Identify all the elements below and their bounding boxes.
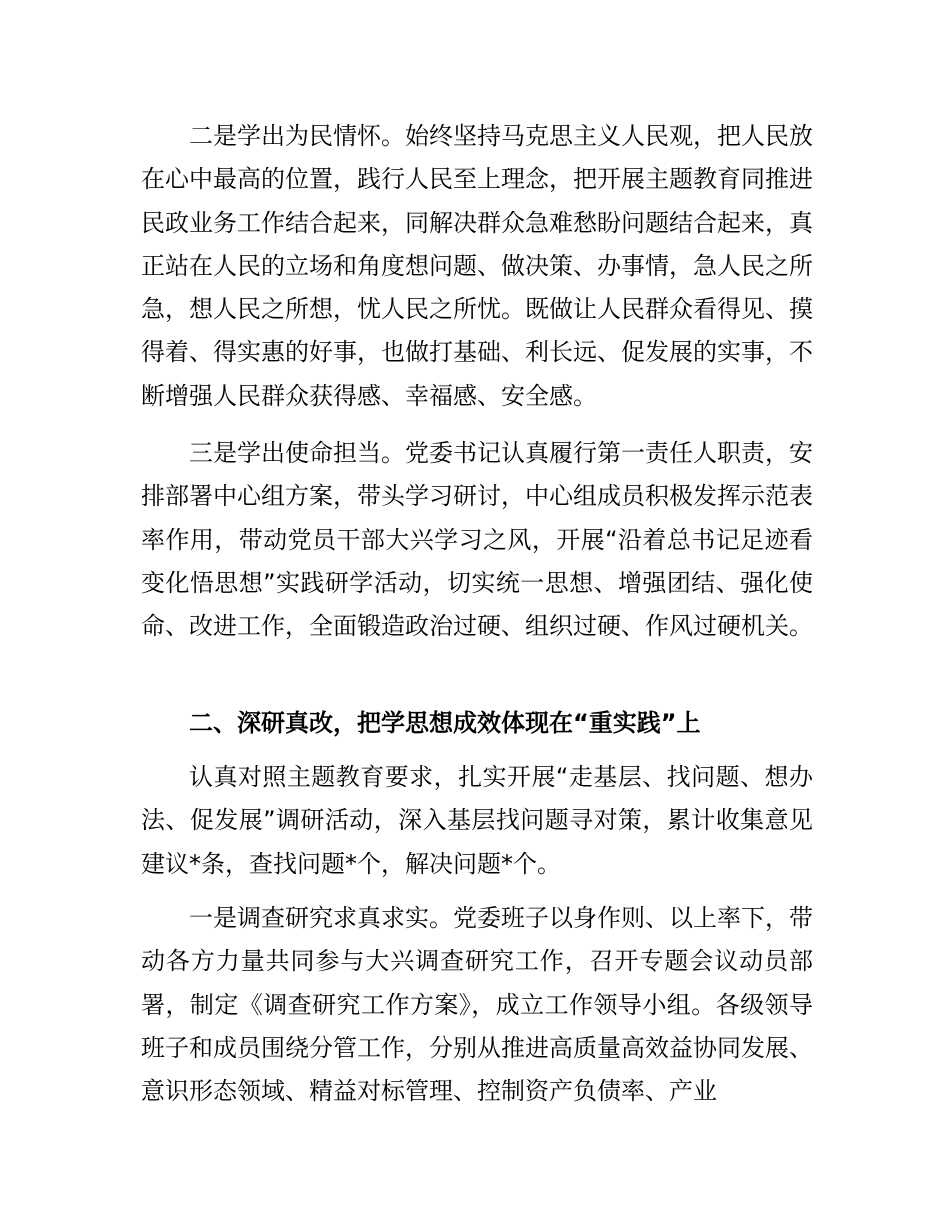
section-heading: 二、深研真改，把学思想成效体现在“重实践”上	[189, 709, 701, 737]
paragraph-investigation-research: 一是调查研究求真求实。党委班子以身作则、以上率下，带动各方力量共同参与大兴调查研究工作，召开专题会议动员部署，制定《调查研究工作方案》，成立工作领导小组。各级领导班子和成员围绕分管工作，分别从推进高质量高效益协同发展、意识形态领域、精益对标管理、控制资产负债率、产业	[141, 904, 813, 1106]
document-page	[141, 0, 813, 1230]
paragraph-research-activities: 认真对照主题教育要求，扎实开展“走基层、找问题、想办法、促发展”调研活动，深入基层找问题寻对策，累计收集意见建议*条，查找问题*个，解决问题*个。	[141, 763, 813, 878]
paragraph-mission-responsibility: 三是学出使命担当。党委书记认真履行第一责任人职责，安排部署中心组方案，带头学习研讨，中心组成员积极发挥示范表率作用，带动党员干部大兴学习之风，开展“沿着总书记足迹看变化悟思想”实践研学活动，切实统一思想、增强团结、强化使命、改进工作，全面锻造政治过硬、组织过硬、作风过硬机关。	[141, 439, 813, 641]
paragraph-people-sentiment: 二是学出为民情怀。始终坚持马克思主义人民观，把人民放在心中最高的位置，践行人民至上理念，把开展主题教育同推进民政业务工作结合起来，同解决群众急难愁盼问题结合起来，真正站在人民的立场和角度想问题、做决策、办事情，急人民之所急，想人民之所想，忧人民之所忧。既做让人民群众看得见、摸得着、得实惠的好事，也做打基础、利长远、促发展的实事，不断增强人民群众获得感、幸福感、安全感。	[141, 122, 813, 410]
